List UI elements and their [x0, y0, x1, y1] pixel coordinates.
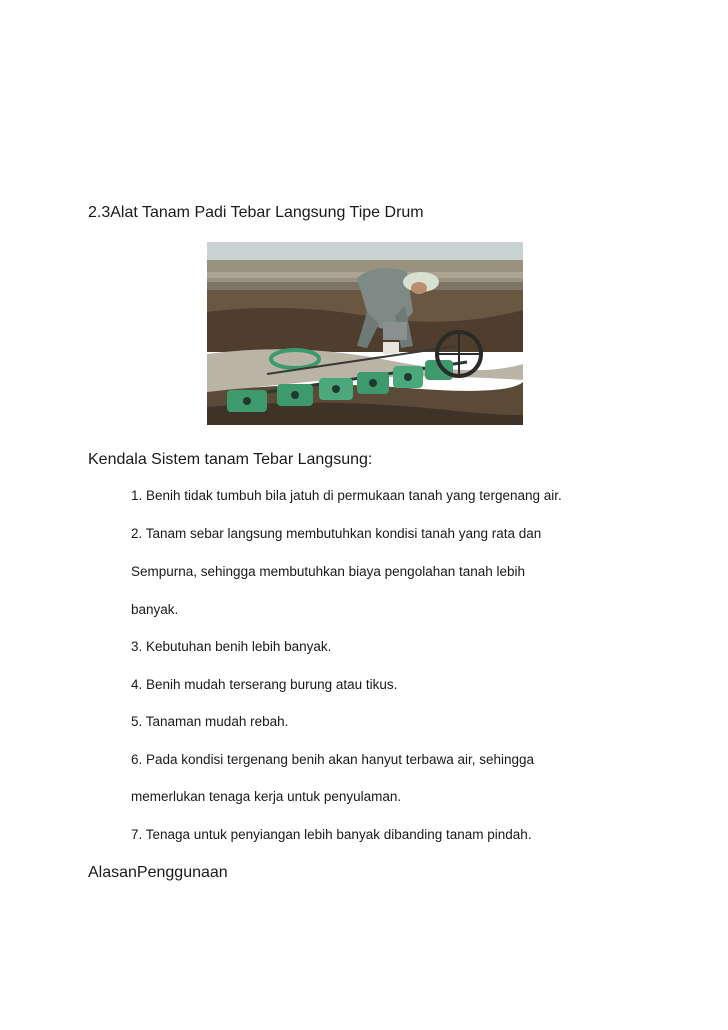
kendala-heading: Kendala Sistem tanam Tebar Langsung:: [88, 451, 373, 468]
list-item: 3. Kebutuhan benih lebih banyak.: [131, 639, 332, 654]
list-item: Sempurna, sehingga membutuhkan biaya pengolahan tanah lebih: [131, 564, 526, 579]
list-item: 5. Tanaman mudah rebah.: [131, 714, 289, 729]
list-item: memerlukan tenaga kerja untuk penyulaman.: [131, 789, 402, 804]
alasan-heading: AlasanPenggunaan: [88, 864, 228, 881]
list-item: 2. Tanam sebar langsung membutuhkan kondisi tanah yang rata dan: [131, 526, 542, 541]
list-item: 7. Tenaga untuk penyiangan lebih banyak dibanding tanam pindah.: [131, 827, 532, 842]
list-item: banyak.: [131, 602, 179, 617]
list-item: 6. Pada kondisi tergenang benih akan hanyut terbawa air, sehingga: [131, 752, 535, 767]
section-heading: 2.3Alat Tanam Padi Tebar Langsung Tipe Drum: [88, 204, 424, 221]
list-item: 4. Benih mudah terserang burung atau tikus.: [131, 677, 398, 692]
list-item: 1. Benih tidak tumbuh bila jatuh di permukaan tanah yang tergenang air.: [131, 488, 562, 503]
drum-seeder-photo: [207, 242, 523, 425]
